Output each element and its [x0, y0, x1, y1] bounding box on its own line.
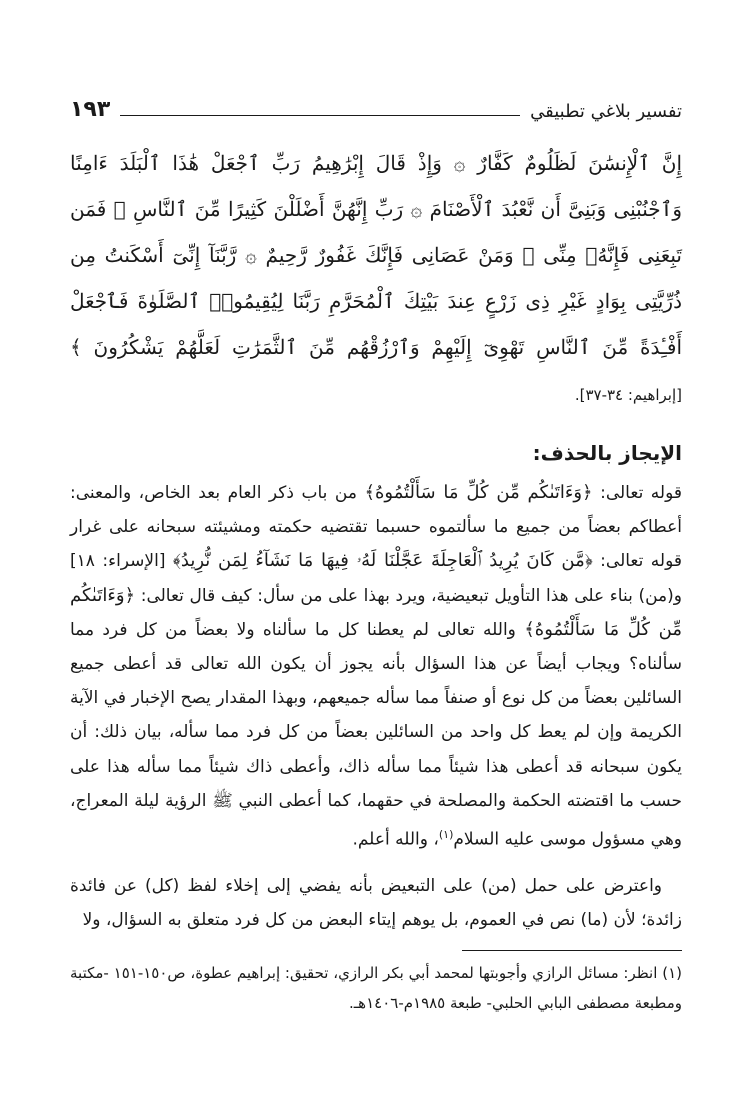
paragraph-objection: واعترض على حمل (من) على التبعيض بأنه يفضي إلى إخلاء لفظ (كل) عن فائدة زائدة؛ لأن (ما) نص في العموم، بل يوهم إيتاء البعض من كل فرد متعلق به السؤال، ولا [70, 875, 682, 931]
text-segment: [الإسراء: ١٨] و(من) بناء على هذا التأويل تبعيضية، ويرد بهذا على من سأل: كيف قال تعالى: [70, 551, 682, 606]
header-rule [120, 115, 520, 116]
quran-verse-block [70, 140, 682, 418]
page-number: ١٩٣ [70, 97, 111, 122]
text-segment: من باب ذكر العام بعد الخاص، والمعنى: أعطاكم بعضاً من جميع ما سألتموه حسبما تقتضيه حكمته ومشيئته سبحانه على غرار قوله تعالى: [70, 483, 682, 572]
verse-text: إِنَّ ٱلْإِنسَٰنَ لَظَلُومٌ كَفَّارٌ ۞ وَإِذْ قَالَ إِبْرَٰهِيمُ رَبِّ ٱجْعَلْ هَٰذَا ٱلْبَلَدَ ءَامِنًا وَٱجْنُبْنِى وَبَنِىَّ أَن نَّعْبُدَ ٱلْأَصْنَامَ ۞ رَبِّ إِنَّهُنَّ أَضْلَلْنَ كَثِيرًا مِّنَ ٱلنَّاسِ ۖ فَمَن تَبِعَنِى فَإِنَّهُۥ مِنِّى ۖ وَمَنْ عَصَانِى فَإِنَّكَ غَفُورٌ رَّحِيمٌ ۞ رَّبَّنَآ إِنِّىٓ أَسْكَنتُ مِن ذُرِّيَّتِى بِوَادٍ غَيْرِ ذِى زَرْعٍ عِندَ بَيْتِكَ ٱلْمُحَرَّمِ رَبَّنَا لِيُقِيمُوا۟ ٱلصَّلَوٰةَ فَٱجْعَلْ أَفْـِٔدَةً مِّنَ ٱلنَّاسِ تَهْوِىٓ إِلَيْهِمْ وَٱرْزُقْهُم مِّنَ ٱلثَّمَرَٰتِ لَعَلَّهُمْ يَشْكُرُونَ ﴾ [70, 151, 683, 359]
text-segment: قوله تعالى: [592, 483, 682, 503]
footnote-marker[interactable]: (١) [438, 828, 454, 842]
quote-segment: ﴿وَءَاتَىٰكُم مِّن كُلِّ مَا سَأَلْتُمُوهُ﴾ [70, 584, 682, 640]
text-segment: والله تعالى لم يعطنا كل ما سألناه ولا بعضاً من كل فرد مما سألناه؟ ويجاب أيضاً عن هذا السؤال بأنه يجوز أن يكون الله تعالى قد أعطى جميع السائلين بعضاً من كل نوع أو صنفاً مما سأله جميعهم، وبهذا المقدار يصح الإخبار في الآية الكريمة وإن لم يعط كل واحد من السائلين بعضاً من كل فرد مما سأله، بيان ذلك: أن يكون سبحانه قد أعطى هذا شيئاً مما سأله ذاك، وأعطى ذاك شيئاً مما سأله هذا على حسب ما اقتضته الحكمة والمصلحة في حقهما، كما أعطى النبي ﷺ الرؤية ليلة المعراج، وهي مسؤول موسى عليه السلام [70, 619, 682, 850]
footnote: (١) انظر: مسائل الرازي وأجوبتها لمحمد أبي بكر الرازي، تحقيق: إبراهيم عطوة، ص١٥٠-١٥١ -مكتبة ومطبعة مصطفى البابي الحلبي- طبعة ١٩٨٥م-١٤٠٦هـ. [70, 964, 682, 1012]
text-segment: ، والله أعلم. [352, 829, 439, 850]
page-body [70, 140, 682, 937]
footnote-rule [462, 950, 682, 951]
section-heading: الإيجاز بالحذف: [532, 441, 682, 465]
paragraph-commentary [70, 476, 682, 857]
running-title: تفسير بلاغي تطبيقي [530, 101, 682, 122]
page-header [70, 96, 682, 122]
quote-segment: ﴿وَءَاتَىٰكُم مِّن كُلِّ مَا سَأَلْتُمُوهُ﴾ [364, 482, 593, 503]
verse-reference: [إبراهيم: ٣٤-٣٧]. [574, 386, 682, 404]
quote-segment: ﴿مَّن كَانَ يُرِيدُ ٱلْعَاجِلَةَ عَجَّلْنَا لَهُۥ فِيهَا مَا نَشَآءُ لِمَن نُّرِيدُ﴾ [172, 550, 593, 572]
